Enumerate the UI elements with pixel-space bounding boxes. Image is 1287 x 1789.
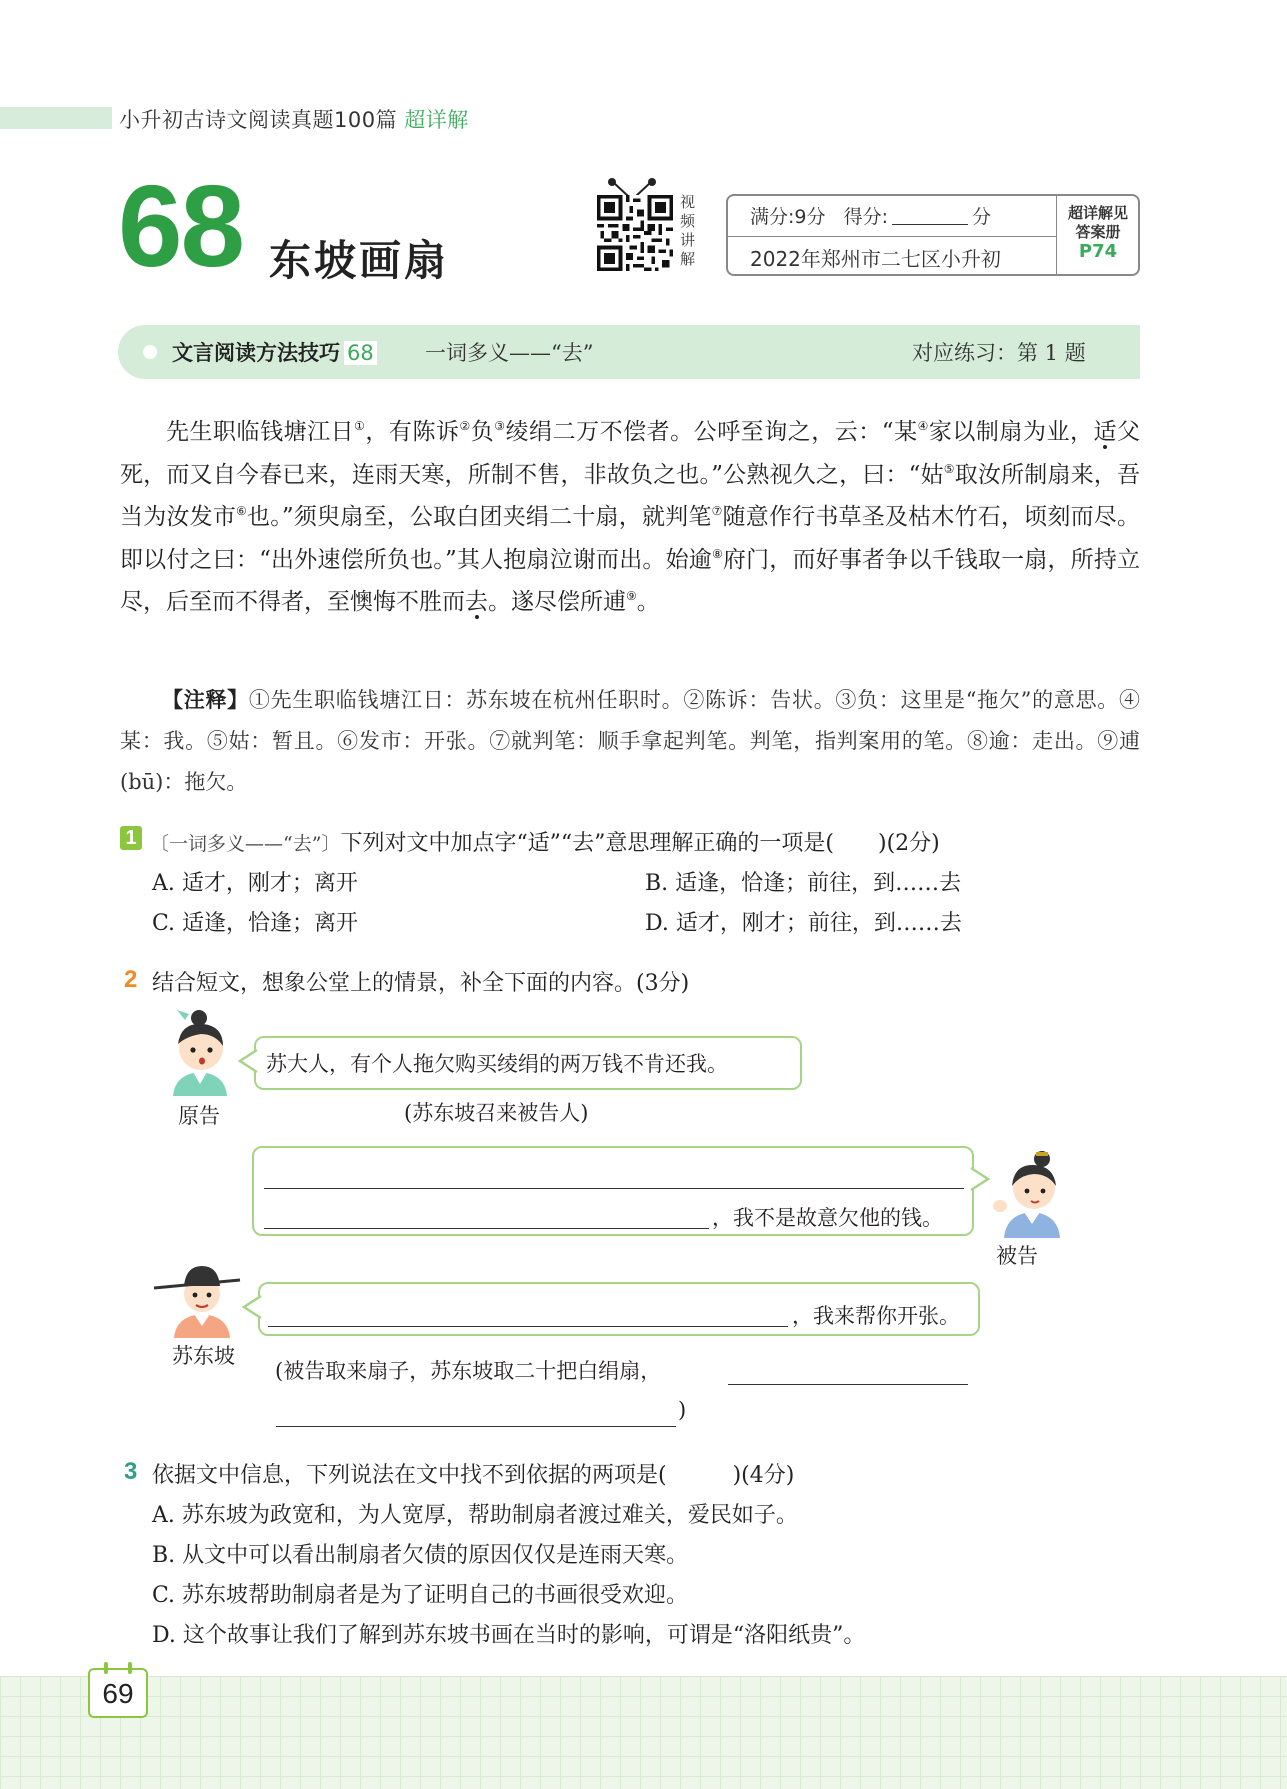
plaintiff-speech: 苏大人，有个人拖欠购买绫绢的两万钱不肯还我。 <box>266 1052 728 1076</box>
bubble-tail <box>238 1048 258 1074</box>
score-unit: 分 <box>972 206 992 228</box>
q1-option-a[interactable]: A. 适才，刚才；离开 <box>152 871 358 896</box>
footer-grid <box>0 1676 1287 1789</box>
notes-tag: 【注释】 <box>162 688 249 712</box>
defendant-blank-2[interactable] <box>264 1228 709 1229</box>
question-2-number: 2 <box>124 966 138 993</box>
su-dongpo-blank[interactable] <box>268 1326 788 1327</box>
defendant-speech-end: ，我不是故意欠他的钱。 <box>712 1206 943 1230</box>
q1-option-c[interactable]: C. 适逢，恰逢；离开 <box>152 911 359 936</box>
plaintiff-avatar <box>165 1008 235 1100</box>
qr-code-icon[interactable] <box>597 195 673 271</box>
narration-close: ) <box>678 1398 687 1422</box>
su-dongpo-speech-end: ，我来帮你开张。 <box>792 1304 960 1328</box>
narration-blank-2[interactable] <box>276 1426 676 1427</box>
defendant-label: 被告 <box>996 1244 1038 1268</box>
defendant-avatar <box>990 1148 1072 1240</box>
question-1-text: 〔一词多义——“去”〕下列对文中加点字“适”“去”意思理解正确的一项是( )(2分) <box>150 831 940 856</box>
page-number: 69 <box>88 1668 148 1718</box>
score-line <box>750 202 991 229</box>
lesson-title: 东坡画扇 <box>269 236 450 285</box>
passage: 先生职临钱塘江日①，有陈诉②负③绫绢二万不偿者。公呼至询之，云：“某④家以制扇为业，适父死，而又自今春已来，连雨天寒，所制不售，非故负之也。”公熟视久之，曰：“姑⑤取汝所制扇来，吾当为汝发市⑥也。”须臾扇至，公取白团夹绢二十扇，就判笔⑦随意作行书草圣及枯木竹石，顷刻而尽。即以付之曰：“出外速偿所负也。”其人抱扇泣谢而出。始逾⑧府门，而好事者争以千钱取一扇，所持立尽，后至而不得者，至懊悔不胜而去。遂尽偿所逋⑨。 <box>120 419 1141 615</box>
question-3-text: 依据文中信息，下列说法在文中找不到依据的两项是( )(4分) <box>152 1463 795 1488</box>
qr-label: 视频讲解 <box>680 193 696 268</box>
plaintiff-label: 原告 <box>178 1104 220 1128</box>
banner-number: 68 <box>344 341 377 365</box>
question-1-number: 1 <box>120 826 142 850</box>
dotted-char-shi: 适 <box>1093 419 1117 445</box>
antenna-icon <box>598 177 666 197</box>
banner-label: 文言阅读方法技巧 68 <box>172 337 377 367</box>
score-got-label: 得分: <box>843 206 889 228</box>
narration-blank-1[interactable] <box>728 1384 968 1385</box>
dotted-char-qu: 去 <box>465 589 488 615</box>
banner-bullet-icon <box>143 345 157 359</box>
su-dongpo-avatar <box>152 1258 242 1338</box>
full-score: 满分:9分 <box>750 206 826 228</box>
answer-reference: 超详解见 答案册 P74 <box>1058 204 1138 261</box>
question-2-text: 结合短文，想象公堂上的情景，补全下面的内容。(3分) <box>152 971 690 996</box>
q3-option-a[interactable]: A. 苏东坡为政宽和，为人宽厚，帮助制扇者渡过难关，爱民如子。 <box>152 1503 798 1528</box>
q1-option-b[interactable]: B. 适逢，恰逢；前往，到……去 <box>645 871 962 896</box>
book-title: 小升初古诗文阅读真题100篇 超详解 <box>119 108 469 132</box>
q3-option-d[interactable]: D. 这个故事让我们了解到苏东坡书画在当时的影响，可谓是“洛阳纸贵”。 <box>152 1623 866 1648</box>
q1-option-d[interactable]: D. 适才，刚才；前往，到……去 <box>645 911 962 936</box>
exam-source: 2022年郑州市二七区小升初 <box>750 247 1001 271</box>
q3-option-c[interactable]: C. 苏东坡帮助制扇者是为了证明自己的书画很受欢迎。 <box>152 1583 689 1608</box>
header-accent-bar <box>0 107 112 129</box>
defendant-blank-1[interactable] <box>264 1188 964 1189</box>
bubble-tail <box>242 1294 262 1320</box>
score-blank[interactable] <box>892 207 968 225</box>
narration-summon: (苏东坡召来被告人) <box>404 1101 589 1125</box>
banner-exercise-ref: 对应练习：第 1 题 <box>912 341 1086 365</box>
q3-option-b[interactable]: B. 从文中可以看出制扇者欠债的原因仅仅是连雨天寒。 <box>152 1543 689 1568</box>
su-dongpo-label: 苏东坡 <box>172 1344 235 1368</box>
answer-page: P74 <box>1078 241 1118 262</box>
narration-fans: (被告取来扇子，苏东坡取二十把白绢扇， <box>275 1359 662 1383</box>
book-title-highlight: 超详解 <box>404 108 469 132</box>
lesson-number: 68 <box>118 161 244 291</box>
banner-subtitle: 一词多义——“去” <box>425 341 594 365</box>
annotation-notes: 【注释】①先生职临钱塘江日：苏东坡在杭州任职时。②陈诉：告状。③负：这里是“拖欠”的意思。④某：我。⑤姑：暂且。⑥发市：开张。⑦就判笔：顺手拿起判笔。判笔，指判案用的笔。⑧逾：走出。⑨逋(bū)：拖欠。 <box>120 688 1141 794</box>
bubble-tail <box>970 1166 990 1192</box>
question-3-number: 3 <box>124 1458 138 1485</box>
